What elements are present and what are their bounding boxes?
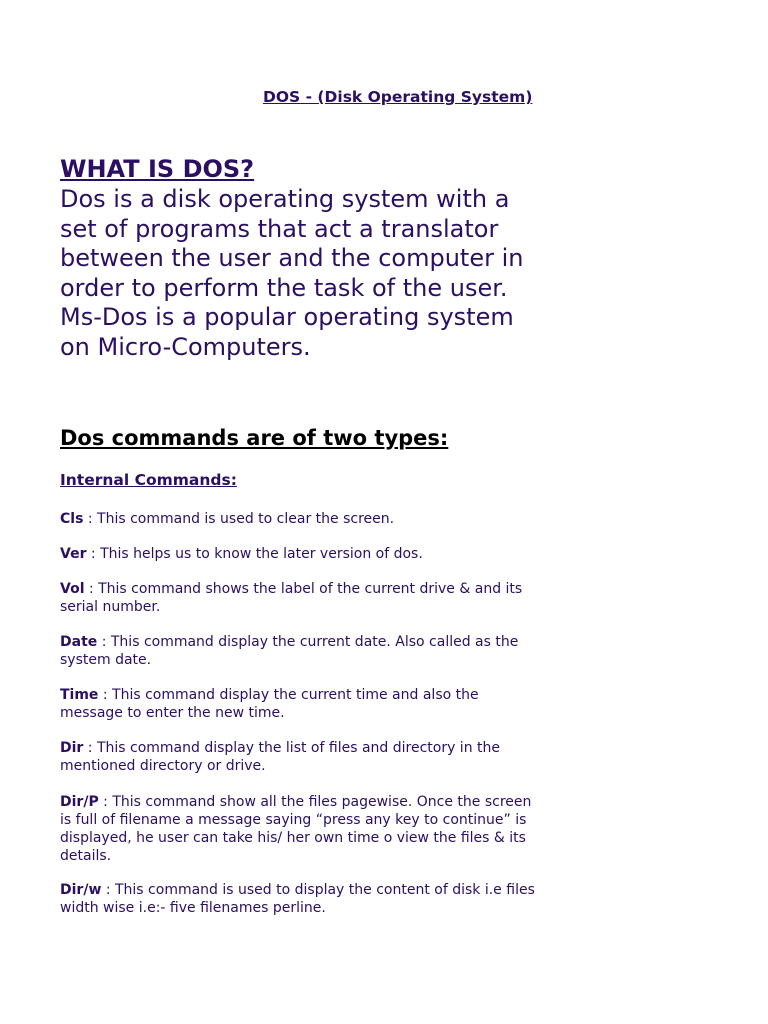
command-description: : This command is used to display the content of disk i.e files width wise i.e:- five filenames perline. [60, 882, 535, 916]
command-name: Vol [60, 581, 85, 597]
command-description: : This command show all the files pagewise. Once the screen is full of filename a message saying “press any key to continue” is displayed, he user can take his/ her own time o view the files & its details. [60, 794, 532, 864]
command-vol [60, 580, 530, 616]
command-description: : This command display the current time and also the message to enter the new time. [60, 687, 479, 721]
command-dir [60, 739, 530, 775]
internal-commands-heading: Internal Commands: [60, 471, 237, 489]
command-description: : This command display the list of files and directory in the mentioned directory or drive. [60, 740, 500, 774]
command-description: : This command is used to clear the screen. [83, 511, 395, 527]
command-name: Time [60, 687, 99, 703]
command-name: Cls [60, 511, 84, 527]
command-name: Dir/w [60, 882, 102, 898]
command-ver [60, 545, 550, 563]
command-description: : This command shows the label of the current drive & and its serial number. [60, 581, 523, 615]
command-name: Date [60, 634, 98, 650]
command-date [60, 633, 545, 669]
command-name: Dir [60, 740, 84, 756]
command-time [60, 686, 535, 722]
intro-paragraph: Dos is a disk operating system with a set of programs that act a translator between the user and the computer in order to perform the task of the user. Ms-Dos is a popular operating system on Micro-Computers. [60, 185, 524, 361]
command-name: Dir/P [60, 794, 99, 810]
document-title: DOS - (Disk Operating System) [263, 88, 533, 106]
command-description: : This helps us to know the later version of dos. [86, 546, 423, 562]
command-cls [60, 510, 550, 528]
command-types-heading: Dos commands are of two types: [60, 426, 449, 450]
command-dir-w [60, 881, 545, 917]
command-name: Ver [60, 546, 87, 562]
section-heading-what-is-dos: WHAT IS DOS? [60, 155, 255, 183]
command-dir-p [60, 793, 545, 865]
command-description: : This command display the current date. Also called as the system date. [60, 634, 519, 668]
